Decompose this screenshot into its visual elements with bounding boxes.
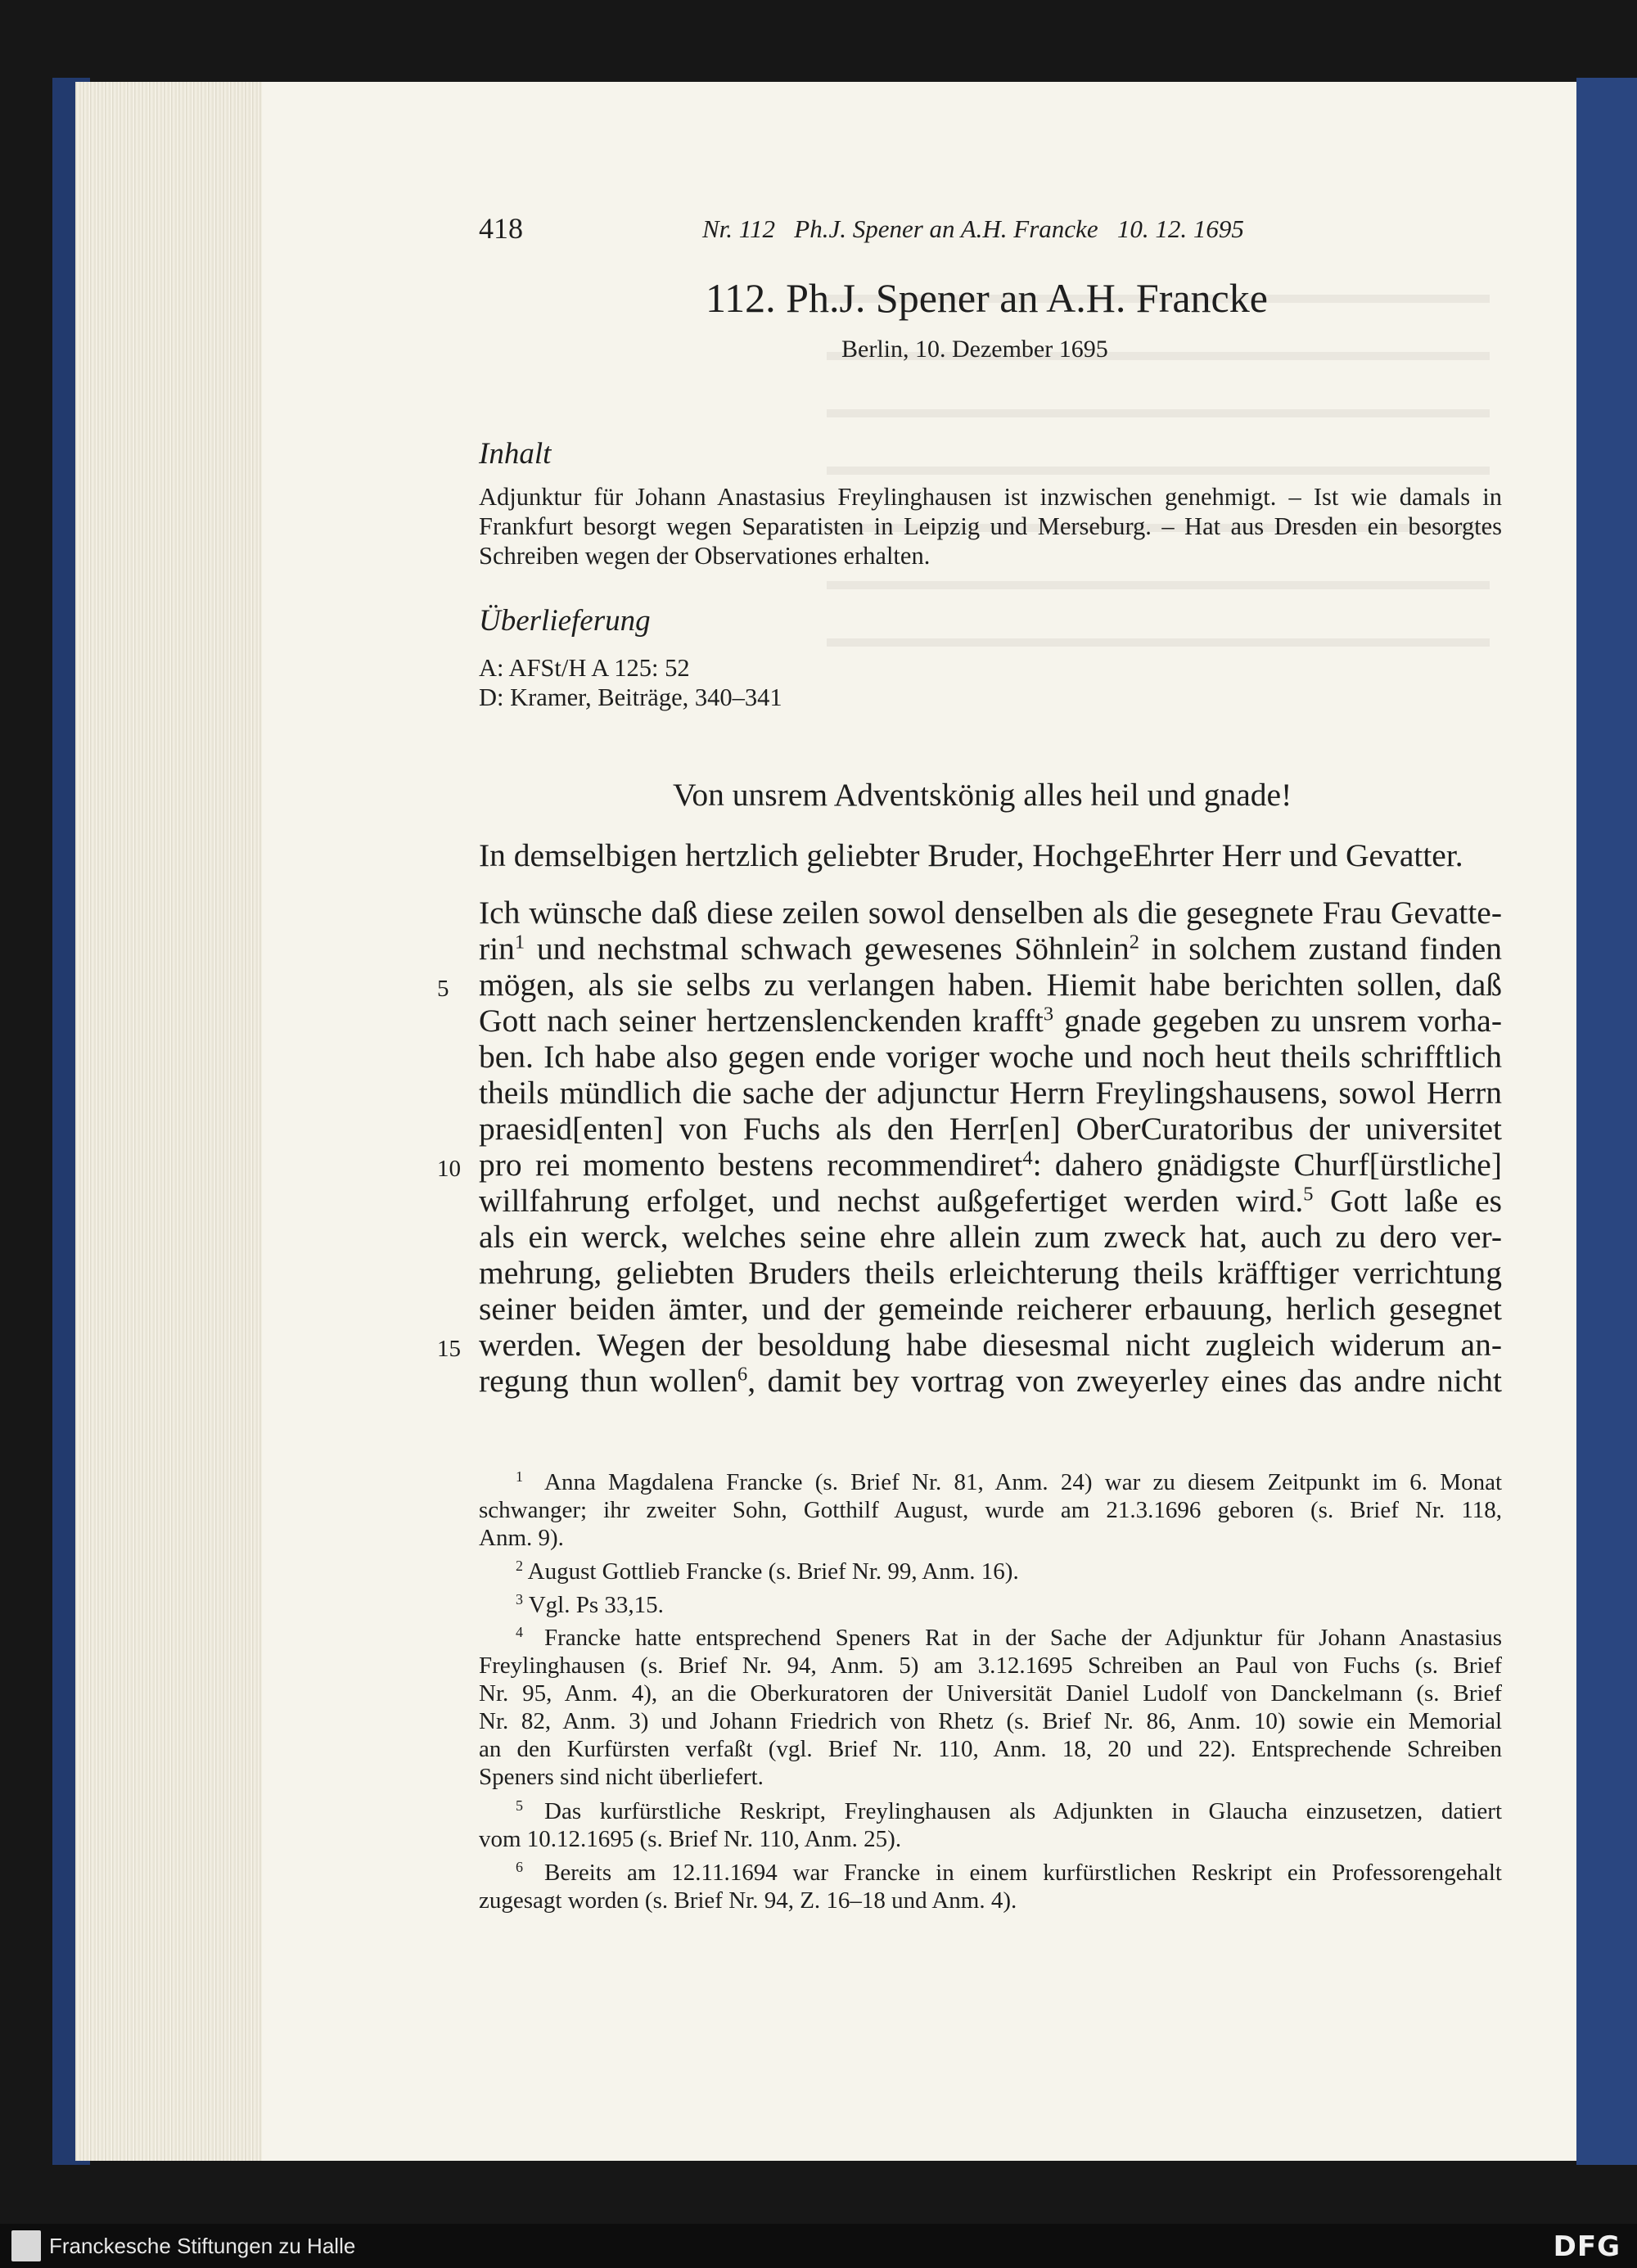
inhalt-line: Adjunktur für Johann Anastasius Freylinghausen ist inzwischen genehmigt. – Ist wie damals in [479,483,1502,511]
footnote-ref: 3 [1043,1003,1054,1026]
letter-title: 112. Ph.J. Spener an A.H. Francke [706,275,1268,321]
main-text-line: ben. Ich habe also gegen ende voriger woche und noch heut theils schrifftlich [479,1039,1502,1075]
main-text-line: regung thun wollen$^6$, damit bey vortrag von zweyerley eines das andre nicht [479,1363,1502,1399]
institution-logo-icon [11,2230,41,2261]
footnote-line: vom 10.12.1695 (s. Brief Nr. 110, Anm. 25). [479,1826,902,1852]
footnote-ref: 5 [1303,1183,1314,1206]
footnote-line: $^1$ Anna Magdalena Francke (s. Brief Nr. 81, Anm. 24) war zu diesem Zeitpunkt im 6. Monat [516,1469,1502,1495]
address-line: In demselbigen hertzlich geliebter Bruder, HochgeEhrter Herr und Gevatter. [479,837,1463,873]
running-head: Nr. 112 Ph.J. Spener an A.H. Francke 10. 12. 1695 [702,214,1244,243]
main-text-line: willfahrung erfolget, und nechst außgefertiget werden wird.$^5$ Gott laße es [479,1183,1502,1219]
footnote-line: schwanger; ihr zweiter Sohn, Gotthilf August, wurde am 21.3.1696 geboren (s. Brief Nr. 118, [479,1497,1502,1523]
main-text-line: mögen, als sie selbs zu verlangen haben. Hiemit habe berichten sollen, daß [479,967,1502,1003]
footnote-line: an den Kurfürsten verfaßt (vgl. Brief Nr. 110, Anm. 18, 20 und 22). Entsprechende Schreiben [479,1736,1502,1762]
footnote-mark: 1 [516,1469,523,1486]
main-text-line: theils mündlich die sache der adjunctur Herrn Freylingshausens, sowol Herrn [479,1075,1502,1111]
footnote-line: $^4$ Francke hatte entsprechend Speners Rat in der Sache der Adjunktur für Johann Anastasius [516,1625,1502,1651]
inhalt-heading: Inhalt [479,437,552,471]
main-text-line: werden. Wegen der besoldung habe diesesmal nicht zugleich widerum an- [479,1327,1502,1363]
letter-dateline: Berlin, 10. Dezember 1695 [841,336,1108,363]
footnote-mark: 3 [516,1591,523,1608]
main-text-line: praesid[enten] von Fuchs als den Herr[en] OberCuratoribus der universitet [479,1111,1502,1147]
book-cover-edge-right [1576,78,1637,2165]
footnote-line: Nr. 82, Anm. 3) und Johann Friedrich von Rhetz (s. Brief Nr. 86, Anm. 10) sowie ein Memorial [479,1708,1502,1734]
dfg-logo: DFG [1553,2230,1621,2263]
main-text-line: seiner beiden ämter, und der gemeinde reicherer erbauung, herlich gesegnet [479,1291,1502,1327]
footnote-line: $^3$ Vgl. Ps 33,15. [516,1591,664,1618]
footnote-line: Speners sind nicht überliefert. [479,1764,764,1790]
main-text-line: Gott nach seiner hertzenslenckenden krafft$^3$ gnade gegeben zu unsrem vorha- [479,1003,1502,1039]
inhalt-line: Frankfurt besorgt wegen Separatisten in Leipzig und Merseburg. – Hat aus Dresden ein besorgtes [479,512,1502,540]
ueberlieferung-heading: Überlieferung [479,604,651,638]
footnote-line: Nr. 95, Anm. 4), an die Oberkuratoren der Universität Daniel Ludolf von Danckelmann (s. Brief [479,1680,1502,1707]
show-through [827,467,1490,475]
page-number: 418 [479,212,523,245]
footnote-ref: 6 [737,1363,748,1386]
footnote-ref: 1 [514,931,525,954]
footnote-line: $^2$ August Gottlieb Francke (s. Brief Nr. 99, Anm. 16). [516,1558,1019,1585]
show-through [827,409,1490,417]
line-number: 10 [437,1156,461,1182]
footnote-mark: 2 [516,1558,523,1575]
footnote-line: $^5$ Das kurfürstliche Reskript, Freylinghausen als Adjunkten in Glaucha einzusetzen, datiert [516,1798,1502,1824]
line-number: 5 [437,976,449,1002]
main-text-line: pro rei momento bestens recommendiret$^4$: dahero gnädigste Churf[ürstliche] [479,1147,1502,1183]
footnote-line: Anm. 9). [479,1525,564,1551]
footnote-mark: 6 [516,1860,523,1876]
main-text-line: Ich wünsche daß diese zeilen sowol denselben als die gesegnete Frau Gevatte- [479,895,1502,931]
main-text-line: als ein werck, welches seine ehre allein zum zweck hat, auch zu dero ver- [479,1219,1502,1255]
ueberlieferung-line: A: AFSt/H A 125: 52 [479,654,690,682]
footnote-mark: 4 [516,1625,523,1641]
show-through [827,638,1490,647]
ueberlieferung-line: D: Kramer, Beiträge, 340–341 [479,683,782,711]
footnote-ref: 4 [1022,1147,1033,1170]
footnote-line: Freylinghausen (s. Brief Nr. 94, Anm. 5) am 3.12.1695 Schreiben an Paul von Fuchs (s. Brief [479,1653,1502,1679]
institution-label: Franckesche Stiftungen zu Halle [49,2234,356,2258]
footnote-mark: 5 [516,1798,523,1815]
line-number: 15 [437,1336,461,1362]
main-text-line: mehrung, geliebten Bruders theils erleichterung theils kräfftiger verrichtung [479,1255,1502,1291]
show-through [827,581,1490,589]
main-text-line: rin$^1$ und nechstmal schwach gewesenes Söhnlein$^2$ in solchem zustand finden [479,931,1502,967]
footnote-line: zugesagt worden (s. Brief Nr. 94, Z. 16–18 und Anm. 4). [479,1887,1017,1914]
inhalt-line: Schreiben wegen der Observationes erhalten. [479,542,931,570]
footnote-line: $^6$ Bereits am 12.11.1694 war Francke in einem kurfürstlichen Reskript ein Professorengehalt [516,1860,1502,1886]
footnote-ref: 2 [1129,931,1139,954]
salutation: Von unsrem Adventskönig alles heil und gnade! [673,777,1292,813]
page-stack-edges [75,82,272,2161]
viewer-footer-bar [0,2224,1637,2268]
